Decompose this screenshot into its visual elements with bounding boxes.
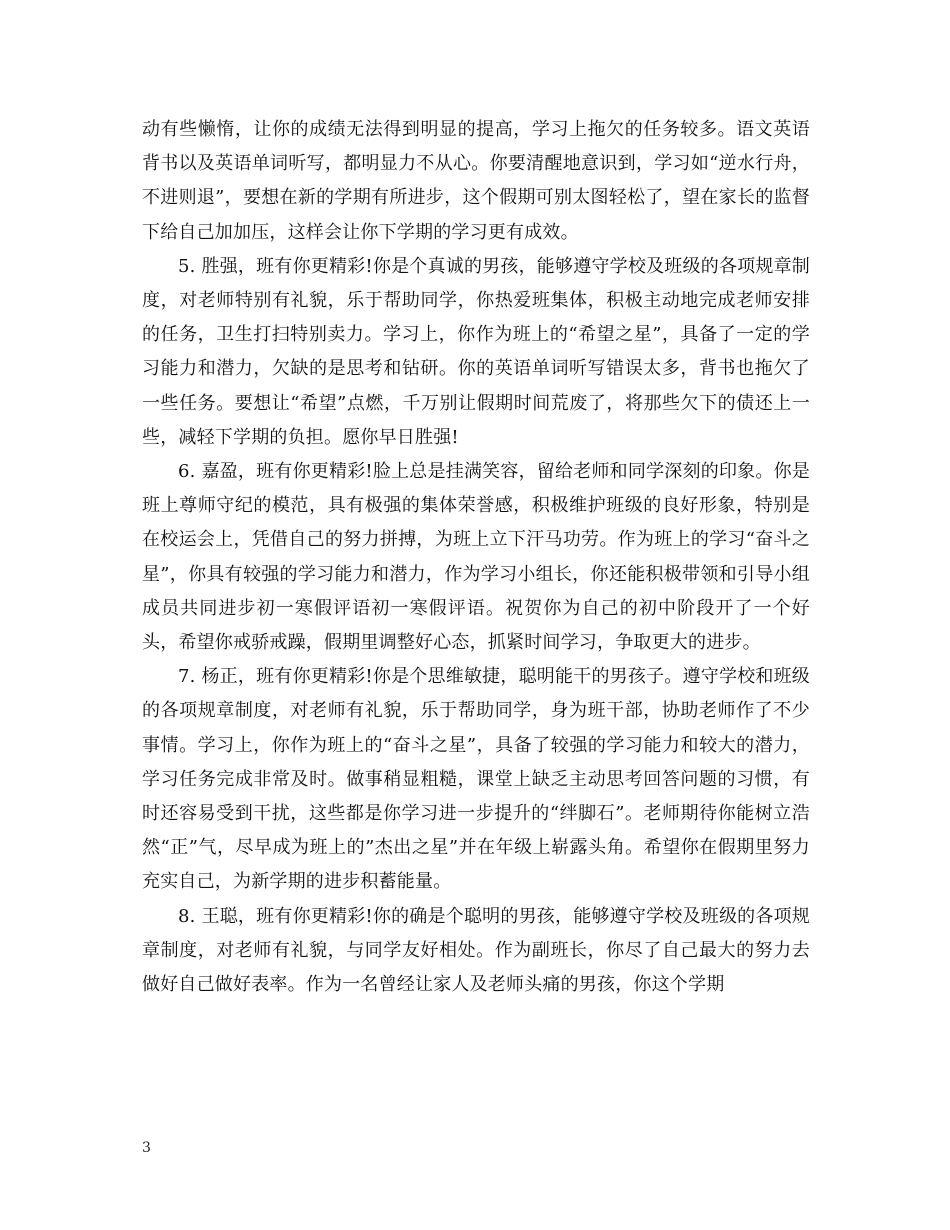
paragraph-comment-5: 5. 胜强，班有你更精彩!你是个真诚的男孩，能够遵守学校及班级的各项规章制度，对老师特别有礼貌，乐于帮助同学，你热爱班集体，积极主动地完成老师安排的任务，卫生打扫特别卖力。学习上，你作为班上的“希望之星”，具备了一定的学习能力和潜力，欠缺的是思考和钻研。你的英语单词听写错误太多，背书也拖欠了一些任务。要想让“希望”点燃，千万别让假期时间荒废了，将那些欠下的债还上一些，减轻下学期的负担。愿你早日胜强! — [142, 255, 810, 448]
document-body — [142, 113, 810, 1002]
paragraph-continuation: 动有些懒惰，让你的成绩无法得到明显的提高，学习上拖欠的任务较多。语文英语背书以及英语单词听写，都明显力不从心。你要清醒地意识到，学习如“逆水行舟，不进则退”，要想在新的学期有所进步，这个假期可别太图轻松了，望在家长的监督下给自己加加压，这样会让你下学期的学习更有成效。 — [142, 119, 810, 243]
paragraph-comment-6: 6. 嘉盈，班有你更精彩!脸上总是挂满笑容，留给老师和同学深刻的印象。你是班上尊师守纪的模范，具有极强的集体荣誉感，积极维护班级的良好形象，特别是在校运会上，凭借自己的努力拼搏，为班上立下汗马功劳。作为班上的学习“奋斗之星”，你具有较强的学习能力和潜力，作为学习小组长，你还能积极带领和引导小组成员共同进步初一寒假评语初一寒假评语。祝贺你为自己的初中阶段开了一个好头，希望你戒骄戒躁，假期里调整好心态，抓紧时间学习，争取更大的进步。 — [142, 461, 810, 654]
paragraph-comment-7: 7. 杨正，班有你更精彩!你是个思维敏捷，聪明能干的男孩子。遵守学校和班级的各项规章制度，对老师有礼貌，乐于帮助同学，身为班干部，协助老师作了不少事情。学习上，你作为班上的“奋斗之星”，具备了较强的学习能力和较大的潜力，学习任务完成非常及时。做事稍显粗糙，课堂上缺乏主动思考回答问题的习惯，有时还容易受到干扰，这些都是你学习进一步提升的“绊脚石”。老师期待你能树立浩然“正”气，尽早成为班上的”杰出之星”并在年级上崭露头角。希望你在假期里努力充实自己，为新学期的进步积蓄能量。 — [142, 666, 810, 893]
page-number: 3 — [142, 1140, 151, 1156]
paragraph-comment-8: 8. 王聪，班有你更精彩!你的确是个聪明的男孩，能够遵守学校及班级的各项规章制度，对老师有礼貌，与同学友好相处。作为副班长，你尽了自己最大的努力去做好自己做好表率。作为一名曾经让家人及老师头痛的男孩，你这个学期 — [142, 905, 810, 996]
